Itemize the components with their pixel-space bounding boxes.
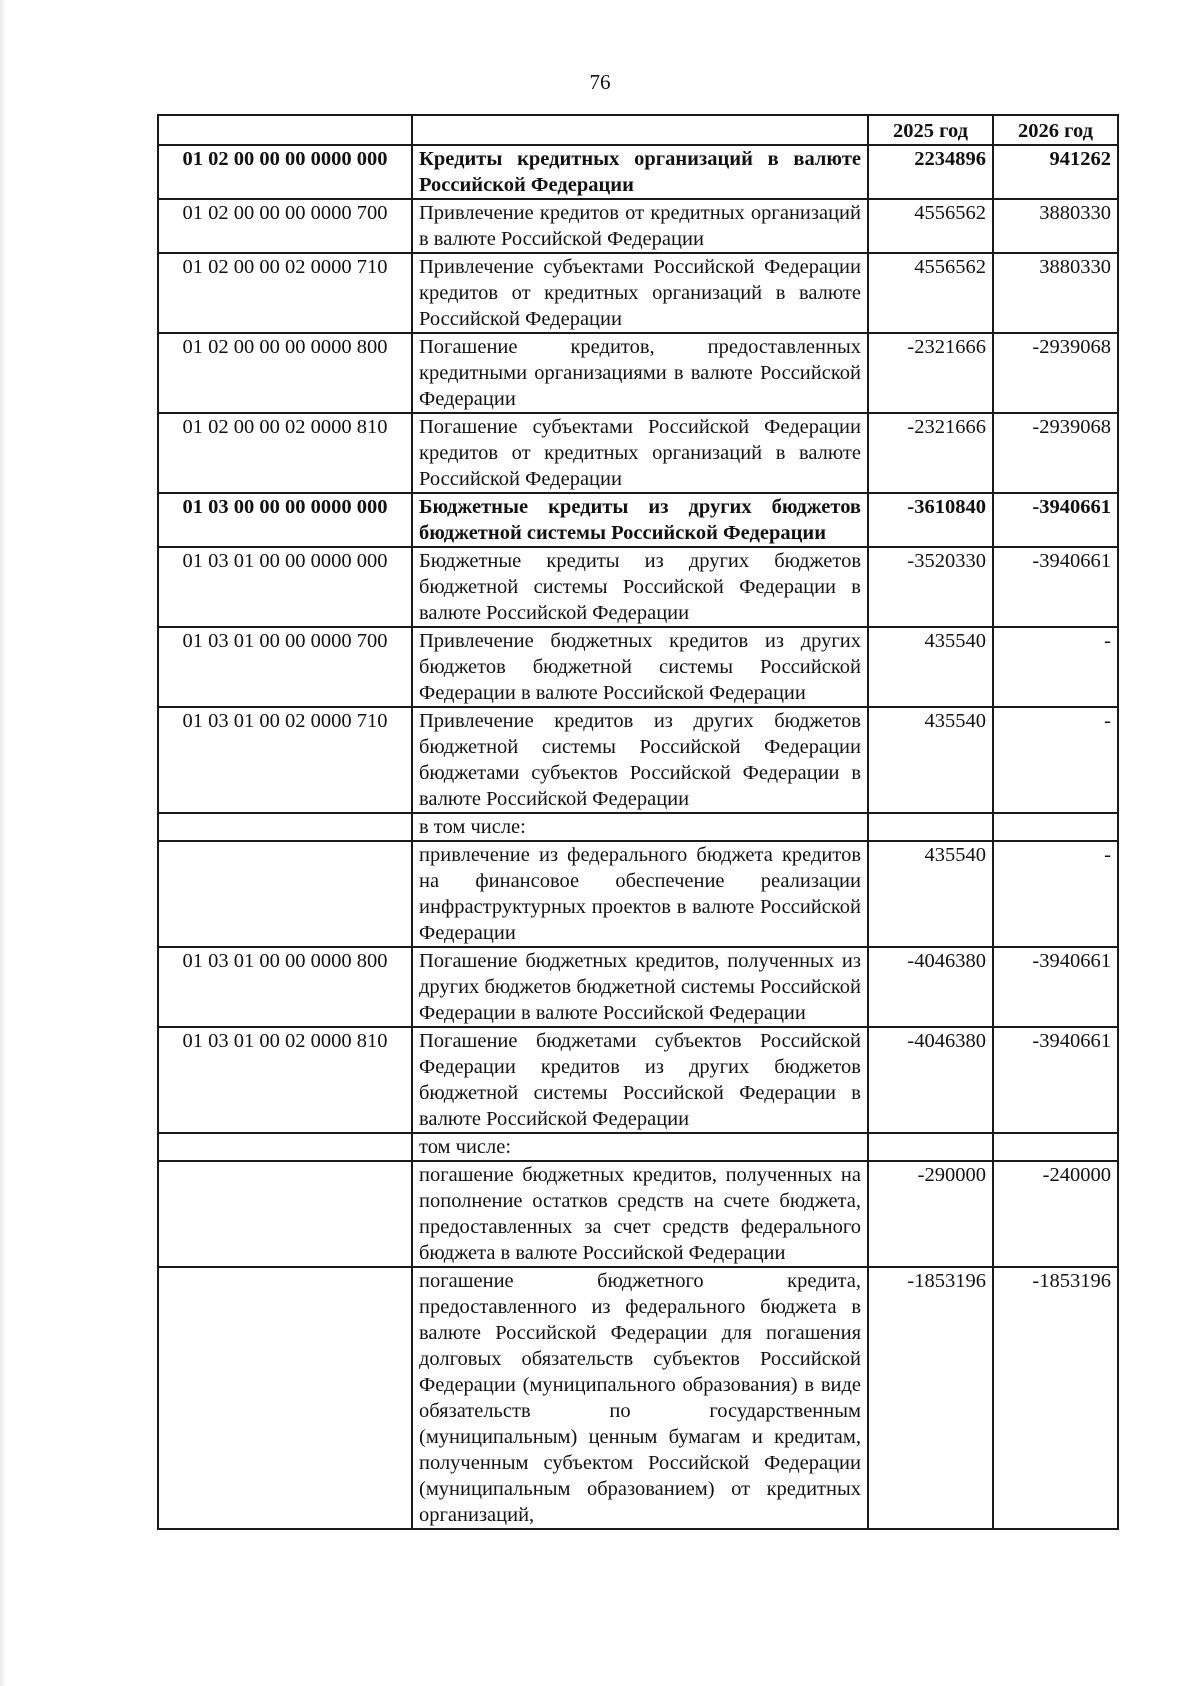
value-2026-cell: - <box>993 841 1118 947</box>
code-cell: 01 03 01 00 02 0000 710 <box>158 707 412 813</box>
table-row <box>158 253 1118 333</box>
description-cell: Привлечение кредитов из других бюджетов бюджетной системы Российской Федерации бюджетами субъектов Российской Федерации в валюте Российской Федерации <box>412 707 868 813</box>
value-2025-cell: -290000 <box>868 1161 993 1267</box>
value-2026-cell: -2939068 <box>993 413 1118 493</box>
table-row <box>158 813 1118 841</box>
header-text-cell <box>412 115 868 145</box>
value-2025-cell <box>868 1133 993 1161</box>
value-2025-cell <box>868 813 993 841</box>
budget-sources-table <box>157 114 1119 1530</box>
code-cell: 01 02 00 00 02 0000 810 <box>158 413 412 493</box>
description-cell: том числе: <box>412 1133 868 1161</box>
description-cell: Бюджетные кредиты из других бюджетов бюджетной системы Российской Федерации в валюте Российской Федерации <box>412 547 868 627</box>
table-header-row <box>158 115 1118 145</box>
value-2025-cell: 435540 <box>868 627 993 707</box>
header-year-2026: 2026 год <box>993 115 1118 145</box>
value-2026-cell <box>993 1133 1118 1161</box>
table-row <box>158 841 1118 947</box>
code-cell: 01 03 00 00 00 0000 000 <box>158 493 412 547</box>
value-2026-cell: -2939068 <box>993 333 1118 413</box>
value-2025-cell: 435540 <box>868 707 993 813</box>
value-2025-cell: -1853196 <box>868 1267 993 1529</box>
table-row <box>158 627 1118 707</box>
table-row <box>158 199 1118 253</box>
page-number: 76 <box>589 70 611 94</box>
value-2025-cell: -2321666 <box>868 413 993 493</box>
description-cell: в том числе: <box>412 813 868 841</box>
value-2025-cell: -3520330 <box>868 547 993 627</box>
description-cell: привлечение из федерального бюджета кредитов на финансовое обеспечение реализации инфраструктурных проектов в валюте Российской Федерации <box>412 841 868 947</box>
value-2025-cell: -4046380 <box>868 1027 993 1133</box>
description-cell: Погашение кредитов, предоставленных кредитными организациями в валюте Российской Федерации <box>412 333 868 413</box>
code-cell: 01 02 00 00 00 0000 800 <box>158 333 412 413</box>
table-row <box>158 145 1118 199</box>
value-2025-cell: 435540 <box>868 841 993 947</box>
table-row <box>158 493 1118 547</box>
code-cell: 01 03 01 00 00 0000 800 <box>158 947 412 1027</box>
value-2026-cell: - <box>993 707 1118 813</box>
value-2026-cell: -1853196 <box>993 1267 1118 1529</box>
value-2026-cell: - <box>993 627 1118 707</box>
code-cell <box>158 813 412 841</box>
scan-edge <box>0 0 6 1686</box>
value-2026-cell: 3880330 <box>993 199 1118 253</box>
table-row <box>158 413 1118 493</box>
table-row <box>158 1027 1118 1133</box>
table-row <box>158 547 1118 627</box>
value-2026-cell: -3940661 <box>993 947 1118 1027</box>
code-cell <box>158 1267 412 1529</box>
description-cell: Погашение субъектами Российской Федерации кредитов от кредитных организаций в валюте Российской Федерации <box>412 413 868 493</box>
code-cell: 01 03 01 00 02 0000 810 <box>158 1027 412 1133</box>
code-cell: 01 02 00 00 02 0000 710 <box>158 253 412 333</box>
description-cell: Привлечение бюджетных кредитов из других бюджетов бюджетной системы Российской Федерации в валюте Российской Федерации <box>412 627 868 707</box>
value-2025-cell: -2321666 <box>868 333 993 413</box>
description-cell: Погашение бюджетных кредитов, полученных из других бюджетов бюджетной системы Российской Федерации в валюте Российской Федерации <box>412 947 868 1027</box>
value-2026-cell: -3940661 <box>993 1027 1118 1133</box>
description-cell: Привлечение кредитов от кредитных организаций в валюте Российской Федерации <box>412 199 868 253</box>
value-2026-cell: 941262 <box>993 145 1118 199</box>
table-row <box>158 707 1118 813</box>
header-code-cell <box>158 115 412 145</box>
value-2025-cell: -4046380 <box>868 947 993 1027</box>
value-2025-cell: 4556562 <box>868 199 993 253</box>
code-cell <box>158 1161 412 1267</box>
value-2026-cell <box>993 813 1118 841</box>
description-cell: погашение бюджетного кредита, предоставленного из федерального бюджета в валюте Российской Федерации для погашения долговых обязательств субъектов Российской Федерации (муниципального образования) в виде обязательств по государственным (муниципальным) ценным бумагам и кредитам, полученным субъектом Российской Федерации (муниципальным образованием) от кредитных организаций, <box>412 1267 868 1529</box>
description-cell: Погашение бюджетами субъектов Российской Федерации кредитов из других бюджетов бюджетной системы Российской Федерации в валюте Российской Федерации <box>412 1027 868 1133</box>
value-2026-cell: 3880330 <box>993 253 1118 333</box>
code-cell <box>158 1133 412 1161</box>
value-2025-cell: 2234896 <box>868 145 993 199</box>
description-cell: погашение бюджетных кредитов, полученных на пополнение остатков средств на счете бюджета, предоставленных за счет средств федерального бюджета в валюте Российской Федерации <box>412 1161 868 1267</box>
value-2025-cell: -3610840 <box>868 493 993 547</box>
code-cell: 01 03 01 00 00 0000 700 <box>158 627 412 707</box>
description-cell: Привлечение субъектами Российской Федерации кредитов от кредитных организаций в валюте Российской Федерации <box>412 253 868 333</box>
code-cell: 01 02 00 00 00 0000 700 <box>158 199 412 253</box>
code-cell: 01 02 00 00 00 0000 000 <box>158 145 412 199</box>
table-row <box>158 1161 1118 1267</box>
header-year-2025: 2025 год <box>868 115 993 145</box>
value-2025-cell: 4556562 <box>868 253 993 333</box>
value-2026-cell: -3940661 <box>993 493 1118 547</box>
value-2026-cell: -3940661 <box>993 547 1118 627</box>
description-cell: Кредиты кредитных организаций в валюте Российской Федерации <box>412 145 868 199</box>
table-row <box>158 1133 1118 1161</box>
table-row <box>158 947 1118 1027</box>
table-row <box>158 1267 1118 1529</box>
code-cell <box>158 841 412 947</box>
code-cell: 01 03 01 00 00 0000 000 <box>158 547 412 627</box>
description-cell: Бюджетные кредиты из других бюджетов бюджетной системы Российской Федерации <box>412 493 868 547</box>
value-2026-cell: -240000 <box>993 1161 1118 1267</box>
table-row <box>158 333 1118 413</box>
